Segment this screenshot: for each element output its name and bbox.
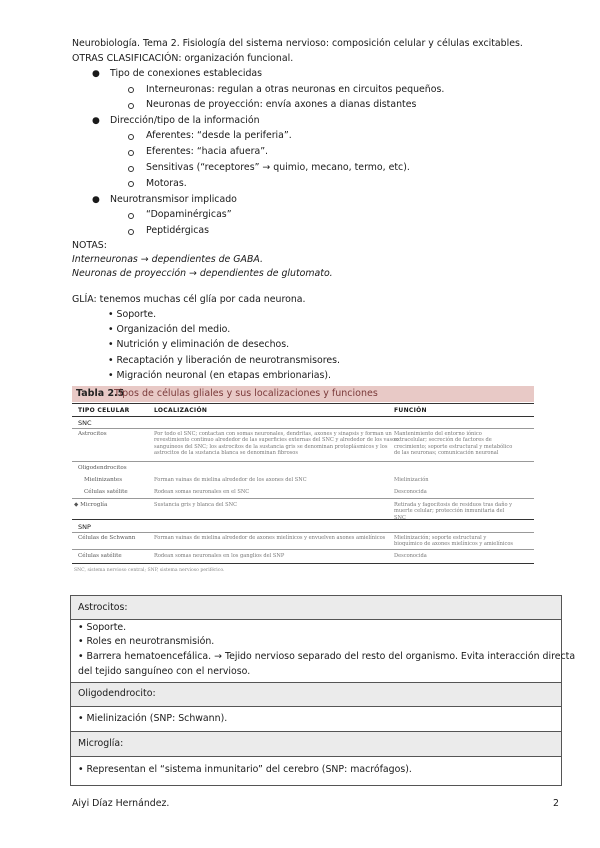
cell-function: Mielinización; soporte estructural y bioquímico de axones mielínicos y amielínicos — [394, 535, 514, 548]
section-label: SNP — [78, 523, 91, 531]
classification-item: Interneuronas: regulan a otras neuronas en circuitos pequeños. — [146, 84, 445, 95]
oligodendrocyte-line: • Mielinización (SNP: Schwann). — [78, 713, 228, 724]
cell-type: Oligodendrocitos — [78, 465, 127, 471]
classification-label: Dirección/tipo de la información — [110, 115, 260, 126]
cell-type: ◆ Microglía — [74, 502, 108, 508]
bullet-icon: ● — [92, 69, 100, 79]
table-footnote: SNC, sistema nervioso central; SNP, sistema nervioso periférico. — [74, 568, 225, 573]
glia-intro: GLÍA: tenemos muchas cél glía por cada neurona. — [72, 294, 306, 305]
circle-bullet-icon — [128, 166, 134, 172]
cell-type: Células satélite — [84, 489, 128, 495]
classification-item: Eferentes: “hacia afuera”. — [146, 146, 269, 157]
bullet-icon: ● — [92, 116, 100, 126]
cell-location: Forman vainas de mielina alrededor de axones mielínicos y envuelven axones amielínicos — [154, 535, 386, 541]
cell-location: Forman vainas de mielina alrededor de los axones del SNC — [154, 477, 307, 483]
microglia-content-row — [71, 757, 561, 785]
classification-label: Tipo de conexiones establecidas — [110, 68, 263, 79]
glia-item: • Organización del medio. — [108, 324, 231, 335]
astrocytes-line: • Barrera hematoencefálica. → Tejido nervioso separado del resto del organismo. Evita interacción directa — [78, 651, 576, 662]
classification-item: Aferentes: “desde la periferia”. — [146, 130, 292, 141]
oligodendrocyte-content-row — [71, 707, 561, 732]
cell-function: Mantenimiento del entorno iónico extracelular; secreción de factores de crecimiento; soporte estructural y metabólico de las neuronas; comunicación neuronal — [394, 431, 513, 456]
microglia-header-row — [71, 732, 561, 757]
notes-heading: NOTAS: — [72, 240, 107, 251]
cell-location: Rodean somas neuronales en el SNC — [154, 489, 250, 495]
note-line: Neuronas de proyección → dependientes de glutomato. — [72, 268, 333, 279]
column-header: LOCALIZACIÓN — [154, 407, 208, 414]
cell-location: Rodean somas neuronales en los ganglios del SNP — [154, 553, 285, 559]
circle-bullet-icon — [128, 87, 134, 93]
glia-item: • Nutrición y eliminación de desechos. — [108, 339, 290, 350]
glia-summary-table — [70, 595, 576, 786]
cell-type: Mielinizantes — [84, 477, 123, 483]
cell-function: Retirada y fagocitosis de residuos tras daño y muerte celular; protección inmunitaria del SNC — [394, 502, 513, 521]
cell-location: Por todo el SNC; contactan con somas neuronales, dendritas, axones y sinapsis y forman un revestimiento continuo alrededor de las superficies externas del SNC y alrededor de los vasos sanguíneos del SNC; los astrocitos de la sustancia gris se denominan protoplásmicos y los astrocitos de la sustancia blanca se denominan fibrosos — [154, 431, 398, 456]
microglia-line: • Representan el “sistema inmunitario” del cerebro (SNP: macrófagos). — [78, 764, 412, 775]
classification-item: Peptidérgicas — [146, 225, 210, 236]
cell-function: Desconocida — [394, 489, 427, 495]
glia-item: • Recaptación y liberación de neurotransmisores. — [108, 355, 341, 366]
column-header: FUNCIÓN — [394, 407, 427, 414]
cell-type: Células de Schwann — [78, 535, 136, 541]
circle-bullet-icon — [128, 213, 134, 219]
oligodendrocyte-header-row — [71, 683, 561, 707]
classification-item: Motoras. — [146, 178, 187, 189]
astrocytes-content-row — [71, 620, 576, 683]
cell-type: Astrocitos — [78, 431, 107, 437]
circle-bullet-icon — [128, 103, 134, 109]
glia-item: • Soporte. — [108, 309, 157, 320]
astrocytes-line: • Soporte. — [78, 622, 127, 633]
classification-item: “Dopaminérgicas” — [146, 209, 232, 220]
microglia-heading: Microglía: — [78, 738, 124, 749]
classification-item: Neuronas de proyección: envía axones a dianas distantes — [146, 99, 417, 110]
bullet-icon: ● — [92, 195, 100, 205]
cell-function: Mielinización — [394, 477, 429, 483]
circle-bullet-icon — [128, 229, 134, 235]
circle-bullet-icon — [128, 181, 134, 187]
classification-item: Sensitivas (“receptores” → quimio, mecano, termo, etc). — [146, 162, 410, 173]
astrocytes-header-row — [71, 596, 561, 620]
page-title: Neurobiología. Tema 2. Fisiología del sistema nervioso: composición celular y células excitables. — [72, 38, 523, 49]
circle-bullet-icon — [128, 150, 134, 156]
cell-location: Sustancia gris y blanca del SNC — [154, 502, 238, 508]
astrocytes-line: • Roles en neurotransmisión. — [78, 636, 215, 647]
table-caption-bar — [72, 386, 534, 402]
glia-item: • Migración neuronal (en etapas embrionarias). — [108, 370, 332, 381]
classification-label: Neurotransmisor implicado — [110, 194, 237, 205]
astrocytes-heading: Astrocitos: — [78, 602, 128, 613]
oligodendrocyte-heading: Oligodendrocito: — [78, 688, 156, 699]
cell-type: Células satélite — [78, 553, 122, 559]
page-number: 2 — [553, 798, 559, 809]
table-title: Tipos de células gliales y sus localizaciones y funciones — [114, 388, 378, 399]
section-subtitle: OTRAS CLASIFICACIÓN: organización funcional. — [72, 53, 294, 64]
table-number: Tabla 2.5 — [76, 388, 125, 399]
column-header: TIPO CELULAR — [78, 407, 130, 414]
note-line: Interneuronas → dependientes de GABA. — [72, 254, 263, 265]
section-label: SNC — [78, 419, 92, 427]
footer-author: Aiyi Díaz Hernández. — [72, 798, 170, 809]
glial-cells-table-figure — [72, 386, 534, 586]
circle-bullet-icon — [128, 134, 134, 140]
cell-function: Desconocida — [394, 553, 427, 559]
astrocytes-line: del tejido sanguíneo con el nervioso. — [78, 666, 251, 677]
